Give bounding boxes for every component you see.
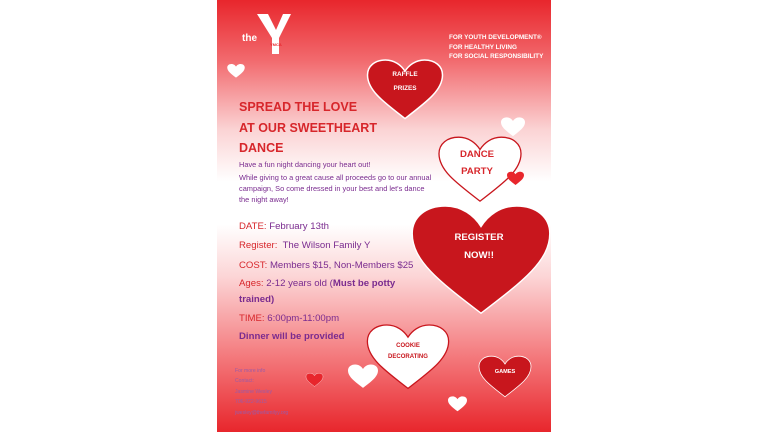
dance-label: DANCE bbox=[459, 149, 495, 160]
date-value: February 13th bbox=[269, 221, 329, 232]
title-line: SPREAD THE LOVE bbox=[239, 100, 358, 114]
tagline-line: FOR YOUTH DEVELOPMENT® bbox=[449, 34, 542, 41]
logo-ymca-text: YMCA bbox=[270, 42, 282, 47]
description-line1: Have a fun night dancing your heart out! bbox=[239, 160, 371, 169]
small-white-heart-icon bbox=[227, 64, 245, 78]
ymca-y-icon bbox=[255, 12, 293, 56]
contact-name: Jasmine Wesley bbox=[235, 388, 272, 395]
small-red-heart-icon bbox=[306, 373, 323, 387]
cost-label: COST: bbox=[239, 260, 268, 271]
cookie-label: COOKIE bbox=[396, 343, 420, 349]
date-label: DATE: bbox=[239, 221, 267, 232]
contact-info bbox=[235, 366, 288, 418]
dance-party-label bbox=[451, 146, 503, 180]
register-row-label: Register: bbox=[239, 240, 278, 251]
event-title bbox=[239, 97, 419, 159]
dinner-note: Dinner will be provided bbox=[239, 331, 345, 342]
cost-value: Members $15, Non-Members $25 bbox=[269, 260, 414, 271]
games-label: GAMES bbox=[494, 369, 516, 375]
contact-line: For more info bbox=[235, 368, 266, 374]
raffle-prizes-label bbox=[381, 68, 429, 96]
prizes-label: PRIZES bbox=[393, 85, 417, 92]
register-label: REGISTER bbox=[454, 232, 504, 243]
decorating-label: DECORATING bbox=[388, 353, 428, 360]
contact-line: Contact: bbox=[235, 378, 254, 385]
tagline-line: FOR SOCIAL RESPONSIBILITY bbox=[449, 53, 544, 60]
contact-phone: 706-922-9615 bbox=[235, 399, 267, 406]
logo-the-text: the bbox=[242, 33, 257, 44]
white-heart-icon bbox=[348, 364, 378, 389]
ages-row bbox=[239, 276, 409, 308]
tagline bbox=[449, 33, 549, 62]
party-label: PARTY bbox=[461, 166, 493, 177]
time-value: 6:00pm-11:00pm bbox=[267, 313, 340, 324]
contact-email[interactable]: jwesley@thefamilyy.org bbox=[235, 409, 289, 416]
ages-value: 2-12 years old ( bbox=[266, 278, 333, 289]
register-value: The Wilson Family Y bbox=[282, 240, 371, 251]
small-white-heart-icon bbox=[448, 396, 467, 412]
cookie-decorating-label bbox=[378, 341, 438, 362]
ages-label: Ages: bbox=[239, 278, 264, 289]
raffle-label: RAFFLE bbox=[392, 71, 418, 78]
description-line2: While giving to a great cause all proceeds go to our annual campaign, So come dressed in your best and let's dance the night away! bbox=[239, 173, 432, 205]
title-line: DANCE bbox=[239, 141, 284, 155]
title-line: AT OUR SWEETHEART bbox=[239, 120, 377, 135]
flyer bbox=[217, 0, 551, 432]
white-heart-icon bbox=[501, 117, 525, 137]
register-now-label bbox=[443, 229, 515, 265]
date-row bbox=[239, 219, 439, 235]
small-red-heart-icon bbox=[507, 171, 524, 186]
now-label: NOW!! bbox=[464, 250, 494, 261]
tagline-line: FOR HEALTHY LIVING bbox=[449, 43, 517, 51]
games-heart-icon bbox=[479, 356, 531, 398]
time-label: TIME: bbox=[239, 313, 265, 324]
ages-bold: Must be potty trained) bbox=[239, 278, 396, 305]
register-row bbox=[239, 238, 439, 254]
cost-row bbox=[239, 258, 439, 274]
